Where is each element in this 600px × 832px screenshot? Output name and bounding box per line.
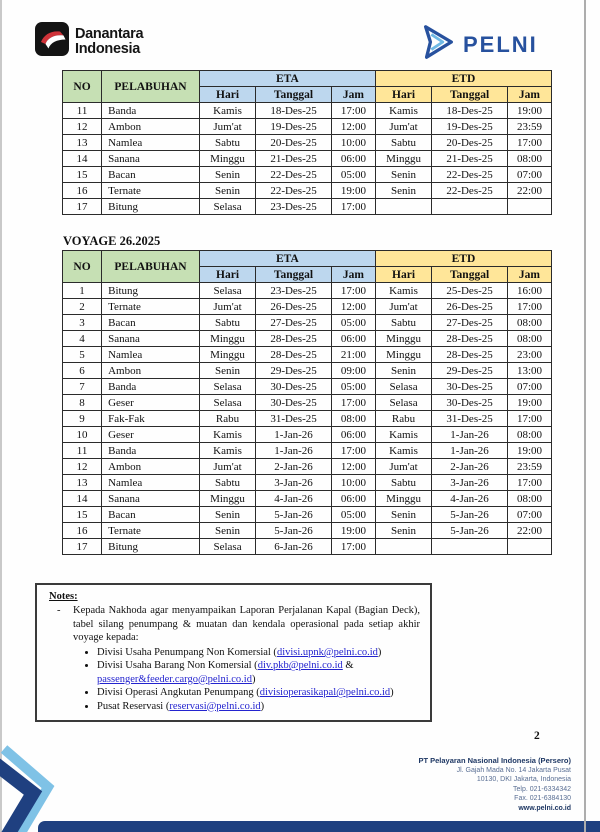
notes-bullet [97,686,420,699]
bullet-text-post: ) [251,673,256,685]
cell-etd-jam [507,199,551,215]
cell-pelabuhan: Namlea [102,347,200,363]
cell-eta-hari: Selasa [199,379,255,395]
cell-pelabuhan: Bitung [102,539,200,555]
cell-etd-tanggal: 31-Des-25 [432,411,508,427]
bullet-text-post: ) [377,646,382,658]
cell-etd-hari: Senin [375,523,431,539]
cell-etd-jam: 07:00 [507,167,551,183]
col-header-etd-jam: Jam [507,87,551,103]
email-link-secondary[interactable]: passenger&feeder.cargo@pelni.co.id [97,673,252,685]
notes-intro-text: Kepada Nakhoda agar menyampaikan Laporan Perjalanan Kapal (Bagian Deck), tabel silang penumpang & muatan dan kendala operasional pada setiap akhir voyage kepada: [73,605,420,644]
cell-eta-tanggal: 1-Jan-26 [256,443,332,459]
table-row [63,443,552,459]
cell-no: 16 [63,183,102,199]
cell-etd-hari [375,539,431,555]
col-header-etd-hari: Hari [375,267,431,283]
notes-bullet [97,659,420,686]
notes-bullet [97,646,420,659]
cell-eta-hari: Senin [199,363,255,379]
page-edge-left [0,0,2,832]
page-edge-right [584,0,586,832]
cell-pelabuhan: Bitung [102,283,200,299]
cell-etd-hari: Senin [375,167,431,183]
cell-etd-hari: Kamis [375,427,431,443]
cell-eta-jam: 06:00 [331,151,375,167]
danantara-logo-text-line1: Danantara [75,25,144,42]
cell-no: 15 [63,167,102,183]
cell-eta-hari: Selasa [199,199,255,215]
cell-etd-hari: Rabu [375,411,431,427]
cell-eta-jam: 10:00 [331,475,375,491]
cell-etd-tanggal: 21-Des-25 [432,151,508,167]
col-header-no: NO [63,251,102,283]
cell-etd-tanggal: 25-Des-25 [432,283,508,299]
email-link[interactable]: reservasi@pelni.co.id [169,700,261,712]
cell-etd-hari: Senin [375,507,431,523]
cell-eta-tanggal: 27-Des-25 [256,315,332,331]
cell-eta-tanggal: 22-Des-25 [256,183,332,199]
cell-no: 17 [63,539,102,555]
cell-eta-hari: Minggu [199,347,255,363]
cell-eta-jam: 19:00 [331,523,375,539]
footer-fax: Fax. 021-6384130 [514,795,571,802]
bullet-text-post: ) [390,687,394,699]
pelni-wordmark: PELNI [463,31,538,57]
cell-eta-jam: 21:00 [331,347,375,363]
col-header-etd-hari: Hari [375,87,431,103]
col-header-eta: ETA [199,251,375,267]
cell-etd-jam: 08:00 [507,491,551,507]
cell-no: 3 [63,315,102,331]
cell-eta-jam: 17:00 [331,283,375,299]
cell-eta-hari: Minggu [199,331,255,347]
notes-box [35,583,432,722]
cell-eta-jam: 09:00 [331,363,375,379]
table-row [63,523,552,539]
bullet-text-pre: Divisi Operasi Angkutan Penumpang ( [97,687,260,699]
cell-pelabuhan: Ambon [102,459,200,475]
footer-address-line1: Jl. Gajah Mada No. 14 Jakarta Pusat [456,766,571,774]
cell-no: 4 [63,331,102,347]
cell-eta-hari: Senin [199,183,255,199]
cell-no: 15 [63,507,102,523]
cell-pelabuhan: Banda [102,103,200,119]
col-header-eta-hari: Hari [199,87,255,103]
cell-pelabuhan: Ambon [102,119,200,135]
cell-etd-tanggal: 4-Jan-26 [432,491,508,507]
cell-etd-hari: Selasa [375,379,431,395]
cell-etd-jam: 16:00 [507,283,551,299]
table-row [63,283,552,299]
cell-etd-tanggal: 1-Jan-26 [432,443,508,459]
cell-eta-tanggal: 20-Des-25 [256,135,332,151]
table-row [63,315,552,331]
cell-etd-jam [507,539,551,555]
cell-eta-tanggal: 28-Des-25 [256,331,332,347]
cell-eta-jam: 08:00 [331,411,375,427]
cell-pelabuhan: Geser [102,395,200,411]
col-header-etd-jam: Jam [507,267,551,283]
cell-eta-jam: 05:00 [331,379,375,395]
cell-etd-tanggal: 28-Des-25 [432,347,508,363]
cell-etd-jam: 17:00 [507,299,551,315]
cell-etd-jam: 22:00 [507,183,551,199]
cell-eta-hari: Senin [199,507,255,523]
cell-eta-tanggal: 26-Des-25 [256,299,332,315]
cell-eta-jam: 06:00 [331,491,375,507]
notes-bullet-list [49,646,420,713]
table-row [63,427,552,443]
cell-eta-tanggal: 19-Des-25 [256,119,332,135]
cell-eta-hari: Sabtu [199,475,255,491]
table-row [63,119,552,135]
table-row [63,491,552,507]
cell-etd-hari: Jum'at [375,299,431,315]
table-row [63,395,552,411]
col-header-etd: ETD [375,71,551,87]
cell-eta-tanggal: 18-Des-25 [256,103,332,119]
cell-eta-jam: 17:00 [331,395,375,411]
bullet-text-post: ) [260,700,265,712]
cell-etd-jam: 17:00 [507,475,551,491]
cell-eta-hari: Senin [199,167,255,183]
footer-contact-block [311,756,571,813]
schedule-table-1 [62,70,552,215]
cell-eta-jam: 06:00 [331,427,375,443]
col-header-pelabuhan: PELABUHAN [102,251,200,283]
cell-eta-tanggal: 31-Des-25 [256,411,332,427]
cell-pelabuhan: Geser [102,427,200,443]
cell-no: 14 [63,491,102,507]
cell-no: 17 [63,199,102,215]
cell-no: 11 [63,443,102,459]
col-header-eta-tanggal: Tanggal [256,267,332,283]
col-header-eta-jam: Jam [331,87,375,103]
cell-etd-jam: 13:00 [507,363,551,379]
cell-eta-tanggal: 5-Jan-26 [256,523,332,539]
cell-etd-hari: Kamis [375,443,431,459]
cell-pelabuhan: Ternate [102,523,200,539]
cell-eta-tanggal: 3-Jan-26 [256,475,332,491]
cell-eta-jam: 12:00 [331,119,375,135]
cell-eta-hari: Kamis [199,103,255,119]
cell-etd-hari: Senin [375,183,431,199]
cell-no: 10 [63,427,102,443]
table-row [63,507,552,523]
table-row [63,379,552,395]
email-link[interactable]: divisioperasikapal@pelni.co.id [259,687,391,699]
cell-eta-hari: Rabu [199,411,255,427]
cell-etd-tanggal: 30-Des-25 [432,379,508,395]
table-row [63,411,552,427]
cell-etd-jam: 08:00 [507,331,551,347]
cell-eta-jam: 05:00 [331,315,375,331]
cell-eta-jam: 05:00 [331,167,375,183]
cell-etd-tanggal: 1-Jan-26 [432,427,508,443]
cell-etd-hari: Sabtu [375,315,431,331]
cell-eta-tanggal: 21-Des-25 [256,151,332,167]
cell-no: 13 [63,135,102,151]
cell-no: 12 [63,119,102,135]
cell-etd-hari: Minggu [375,491,431,507]
cell-etd-hari: Minggu [375,331,431,347]
col-header-etd-tanggal: Tanggal [432,267,508,283]
cell-pelabuhan: Bitung [102,199,200,215]
cell-pelabuhan: Sanana [102,151,200,167]
table-row [63,539,552,555]
cell-eta-tanggal: 5-Jan-26 [256,507,332,523]
cell-etd-tanggal: 22-Des-25 [432,167,508,183]
notes-title: Notes: [49,591,78,602]
cell-etd-hari: Jum'at [375,459,431,475]
cell-etd-hari [375,199,431,215]
cell-etd-jam: 19:00 [507,395,551,411]
cell-pelabuhan: Bacan [102,507,200,523]
cell-no: 2 [63,299,102,315]
table-row [63,363,552,379]
cell-etd-hari: Minggu [375,151,431,167]
cell-no: 14 [63,151,102,167]
cell-no: 7 [63,379,102,395]
cell-etd-hari: Kamis [375,103,431,119]
cell-etd-hari: Sabtu [375,475,431,491]
cell-pelabuhan: Fak-Fak [102,411,200,427]
col-header-etd-tanggal: Tanggal [432,87,508,103]
cell-eta-tanggal: 30-Des-25 [256,395,332,411]
table-row [63,475,552,491]
table-row [63,103,552,119]
cell-pelabuhan: Sanana [102,331,200,347]
pelni-logo [419,23,538,66]
cell-eta-hari: Jum'at [199,299,255,315]
cell-etd-tanggal: 19-Des-25 [432,119,508,135]
cell-eta-tanggal: 30-Des-25 [256,379,332,395]
cell-eta-hari: Kamis [199,427,255,443]
cell-eta-hari: Minggu [199,491,255,507]
cell-eta-tanggal: 1-Jan-26 [256,427,332,443]
cell-eta-hari: Sabtu [199,315,255,331]
cell-pelabuhan: Banda [102,443,200,459]
voyage-title: VOYAGE 26.2025 [63,234,161,248]
cell-etd-tanggal: 22-Des-25 [432,183,508,199]
cell-pelabuhan: Ternate [102,299,200,315]
cell-no: 5 [63,347,102,363]
cell-eta-jam: 12:00 [331,459,375,475]
cell-no: 8 [63,395,102,411]
cell-eta-jam: 17:00 [331,443,375,459]
cell-pelabuhan: Banda [102,379,200,395]
cell-etd-jam: 07:00 [507,379,551,395]
cell-no: 1 [63,283,102,299]
danantara-logo-text-line2: Indonesia [75,40,140,57]
cell-no: 13 [63,475,102,491]
col-header-eta-hari: Hari [199,267,255,283]
table-row [63,183,552,199]
cell-eta-hari: Kamis [199,443,255,459]
notes-bullet [97,700,420,713]
page-number: 2 [534,730,540,742]
footer-address-line2: 10130, DKI Jakarta, Indonesia [476,776,571,783]
cell-etd-tanggal: 26-Des-25 [432,299,508,315]
cell-etd-hari: Jum'at [375,119,431,135]
cell-eta-tanggal: 4-Jan-26 [256,491,332,507]
schedule-table-2 [62,250,552,555]
cell-etd-hari: Minggu [375,347,431,363]
cell-eta-tanggal: 29-Des-25 [256,363,332,379]
cell-etd-jam: 17:00 [507,411,551,427]
danantara-flag-icon [35,22,69,61]
cell-etd-hari: Selasa [375,395,431,411]
cell-pelabuhan: Ambon [102,363,200,379]
cell-etd-tanggal [432,539,508,555]
cell-pelabuhan: Bacan [102,167,200,183]
cell-eta-hari: Jum'at [199,119,255,135]
cell-eta-hari: Jum'at [199,459,255,475]
footer-company-name: PT Pelayaran Nasional Indonesia (Persero) [418,756,571,765]
cell-etd-tanggal: 27-Des-25 [432,315,508,331]
table-row [63,167,552,183]
cell-etd-tanggal: 2-Jan-26 [432,459,508,475]
cell-eta-tanggal: 28-Des-25 [256,347,332,363]
cell-etd-tanggal: 18-Des-25 [432,103,508,119]
cell-eta-tanggal: 2-Jan-26 [256,459,332,475]
cell-eta-hari: Minggu [199,151,255,167]
cell-eta-jam: 05:00 [331,507,375,523]
cell-eta-tanggal: 23-Des-25 [256,283,332,299]
table-row [63,299,552,315]
cell-eta-hari: Senin [199,523,255,539]
cell-etd-jam: 19:00 [507,443,551,459]
cell-etd-jam: 23:00 [507,347,551,363]
cell-eta-jam: 17:00 [331,539,375,555]
cell-etd-tanggal: 30-Des-25 [432,395,508,411]
cell-etd-tanggal: 3-Jan-26 [432,475,508,491]
danantara-logo [35,22,143,61]
table-row [63,135,552,151]
cell-eta-tanggal: 6-Jan-26 [256,539,332,555]
cell-etd-jam: 17:00 [507,135,551,151]
email-link[interactable]: divisi.upnk@pelni.co.id [276,646,378,658]
cell-eta-jam: 10:00 [331,135,375,151]
col-header-eta-jam: Jam [331,267,375,283]
cell-etd-jam: 08:00 [507,427,551,443]
cell-etd-jam: 19:00 [507,103,551,119]
cell-etd-hari: Senin [375,363,431,379]
cell-eta-jam: 12:00 [331,299,375,315]
cell-etd-jam: 08:00 [507,315,551,331]
cell-etd-hari: Sabtu [375,135,431,151]
cell-pelabuhan: Bacan [102,315,200,331]
table-row [63,151,552,167]
cell-etd-hari: Kamis [375,283,431,299]
table-row [63,199,552,215]
cell-etd-tanggal: 5-Jan-26 [432,507,508,523]
table-row [63,459,552,475]
cell-etd-jam: 07:00 [507,507,551,523]
cell-eta-hari: Selasa [199,395,255,411]
footer-accent-bar [38,821,600,832]
bullet-text-pre: Divisi Usaha Penumpang Non Komersial ( [97,646,277,658]
pelni-chevron-icon [419,23,457,66]
cell-eta-jam: 06:00 [331,331,375,347]
cell-eta-jam: 17:00 [331,199,375,215]
col-header-no: NO [63,71,102,103]
cell-etd-jam: 23:59 [507,459,551,475]
cell-etd-tanggal: 29-Des-25 [432,363,508,379]
cell-etd-jam: 22:00 [507,523,551,539]
cell-eta-tanggal: 22-Des-25 [256,167,332,183]
bullet-text-mid: & [342,660,354,672]
cell-pelabuhan: Namlea [102,135,200,151]
cell-etd-tanggal: 28-Des-25 [432,331,508,347]
cell-pelabuhan: Ternate [102,183,200,199]
cell-eta-hari: Sabtu [199,135,255,151]
footer-website-link[interactable]: www.pelni.co.id [518,804,571,812]
cell-eta-tanggal: 23-Des-25 [256,199,332,215]
cell-no: 12 [63,459,102,475]
cell-etd-jam: 08:00 [507,151,551,167]
cell-no: 11 [63,103,102,119]
cell-eta-jam: 19:00 [331,183,375,199]
cell-etd-tanggal: 5-Jan-26 [432,523,508,539]
col-header-eta: ETA [199,71,375,87]
col-header-eta-tanggal: Tanggal [256,87,332,103]
cell-etd-jam: 23:59 [507,119,551,135]
cell-eta-hari: Selasa [199,539,255,555]
pelni-chevron-watermark-icon [0,743,81,832]
cell-no: 6 [63,363,102,379]
bullet-text-pre: Pusat Reservasi ( [97,700,170,712]
bullet-text-pre: Divisi Usaha Barang Non Komersial ( [97,660,258,672]
cell-etd-tanggal: 20-Des-25 [432,135,508,151]
table-row [63,331,552,347]
email-link[interactable]: div.pkb@pelni.co.id [257,660,343,672]
cell-eta-hari: Selasa [199,283,255,299]
col-header-pelabuhan: PELABUHAN [102,71,200,103]
cell-pelabuhan: Sanana [102,491,200,507]
notes-dash-marker: - [57,605,61,617]
cell-no: 9 [63,411,102,427]
table-row [63,347,552,363]
cell-no: 16 [63,523,102,539]
footer-phone: Telp. 021-6334342 [513,785,571,793]
col-header-etd: ETD [375,251,551,267]
cell-pelabuhan: Namlea [102,475,200,491]
cell-eta-jam: 17:00 [331,103,375,119]
cell-etd-tanggal [432,199,508,215]
